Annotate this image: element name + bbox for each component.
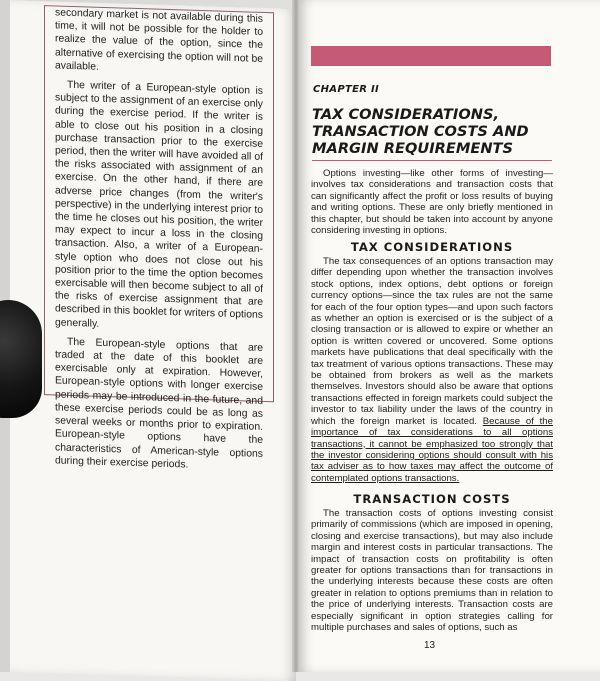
book-gutter: [292, 0, 300, 672]
tax-heading: TAX CONSIDERATIONS: [350, 240, 514, 254]
left-text-box: [44, 5, 274, 471]
chapter-color-bar: [311, 46, 551, 66]
thumb: [0, 300, 42, 418]
title-rule: [312, 160, 552, 161]
transaction-paragraph: The transaction costs of options investing consist primarily of commissions (which are imposed in opening, closing and exercise transactions), but may also include margin and interest costs in particular transactions. The impact of transaction costs on profitability is often greater for options transactions than for transactions in the underlying interests because these costs are often greater in relation to options premiums than in relation to the price of underlying interests. Transaction costs are especially significant in option strategies calling for multiple purchases and sales of options, such as: [311, 508, 553, 634]
left-paragraph-3: The European-style options that are traded at the date of this booklet are exercisable only at expiration. However, European-style options with longer exercise periods may be introduced in the future, and these exercise periods could be as long as several weeks or months prior to expiration. European-style options have the characteristics of American-style options during their exercise periods.: [55, 336, 263, 471]
tax-text: The tax consequences of an options transaction may differ depending upon whether the transaction involves stock options, index options, debt options or foreign currency options—since the tax rules are not the same for each of the four option types—and upon such factors as whether an option is exercised or is the subject of a closing transaction or is allowed to expire or whether an option is written covered or uncovered. Some options markets have publications that deal specifically with the tax treatment of various options transactions. These may be obtained from brokers as well as the markets themselves. Investors should also be aware that options transactions effected in foreign markets could subject the investor to tax liability under the laws of the country in which the foreign market is located.: [311, 256, 553, 427]
left-paragraph-1: secondary market is not available during this time, it will not be possible for the holder to realize the value of the option, since the alternative of exercising the option will not be available.: [55, 7, 263, 73]
chapter-label: CHAPTER II: [313, 84, 380, 95]
left-paragraph-2: The writer of a European-style option is subject to the assignment of an exercise only during the exercise period. If the writer is able to close out his position in a closing purchase transaction prior to the exercise period, then the writer will have avoided all of the risks associated with assignment of an exercise. On the other hand, if there are adverse price changes (from the writer's perspective) in the underlying interest prior to the time he closes out his position, the writer may expect to incur a loss in the closing transaction. Also, a writer of a European-style option who does not close out his position prior to the time the option becomes exercisable will then become subject to all of the risks of exercise assignment that are described in this booklet for writers of options generally.: [55, 79, 263, 330]
transaction-heading: TRANSACTION COSTS: [353, 492, 511, 506]
intro-paragraph: Options investing—like other forms of investing—involves tax considerations and transaction costs that can significantly affect the profit or loss results of buying and writing options. These are only briefly mentioned in this chapter, but should be taken into account by anyone considering investing in options.: [311, 168, 553, 237]
page-number: 13: [424, 640, 436, 651]
left-page: [10, 0, 296, 681]
chapter-title: TAX CONSIDERATIONS, TRANSACTION COSTS AND MARGIN REQUIREMENTS: [312, 106, 529, 157]
tax-warning-text: Because of the importance of tax considerations to all options transactions, it cannot be emphasized too strongly that the investor considering options should consult with his tax adviser as to how taxes may affect the outcome of contemplated options transactions.: [311, 415, 553, 484]
tax-paragraph: [311, 256, 553, 484]
